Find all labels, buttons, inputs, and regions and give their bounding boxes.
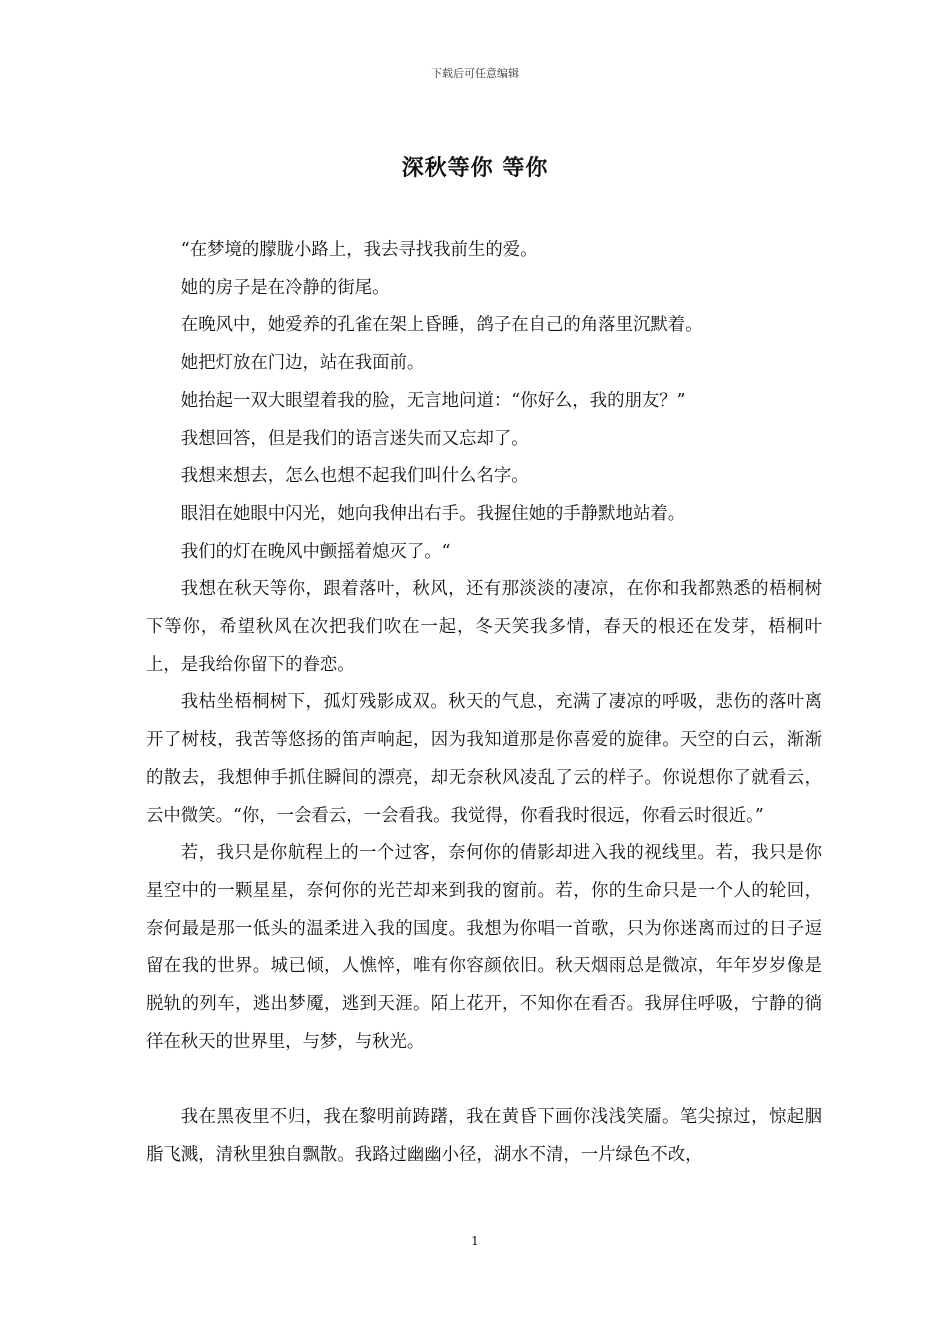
poem-line: “在梦境的朦胧小路上，我去寻找我前生的爱。 [180, 240, 538, 260]
poem-line: 她抬起一双大眼望着我的脸，无言地问道：“你好么，我的朋友？” [180, 390, 686, 411]
poem-line: 她的房子是在冷静的街尾。 [180, 277, 390, 298]
poem-line: 眼泪在她眼中闪光，她向我伸出右手。我握住她的手静默地站着。 [180, 503, 686, 524]
page-number: 1 [471, 1234, 479, 1248]
poem-line: 她把灯放在门边，站在我面前。 [180, 353, 425, 374]
body-paragraph: 若，我只是你航程上的一个过客，奈何你的倩影却进入我的视线里。若，我只是你星空中的一颗星星，奈何你的光芒却来到我的窗前。若，你的生命只是一个人的轮回，奈何最是那一低头的温柔进入我的国度。我想为你唱一首歌，只为你迷离而过的日子逗留在我的世界。城已倾，人憔悴，唯有你容颜依旧。秋天烟雨总是微凉，年年岁岁像是脱轨的列车，逃出梦魇，逃到天涯。陌上花开，不知你在看否。我屏住呼吸，宁静的徜徉在秋天的世界里，与梦，与秋光。 [146, 843, 822, 1052]
poem-line: 在晚风中，她爱养的孔雀在架上昏睡，鸽子在自己的角落里沉默着。 [180, 315, 703, 336]
document-body [146, 232, 822, 1175]
page-header: 下载后可任意编辑 [431, 67, 519, 80]
poem-line: 我们的灯在晚风中颤摇着熄灭了。“ [180, 541, 451, 562]
body-paragraph: 我在黑夜里不归，我在黎明前踌躇，我在黄昏下画你浅浅笑靥。笔尖掠过，惊起胭脂飞溅，清秋里独自飘散。我路过幽幽小径，湖水不清，一片绿色不改， [146, 1107, 822, 1165]
body-paragraph: 我想在秋天等你，跟着落叶，秋风，还有那淡淡的凄凉，在你和我都熟悉的梧桐树下等你，希望秋风在次把我们吹在一起，冬天笑我多情，春天的根还在发芽，梧桐叶上，是我给你留下的眷恋。 [146, 579, 822, 675]
body-paragraph: 我枯坐梧桐树下，孤灯残影成双。秋天的气息，充满了凄凉的呼吸，悲伤的落叶离开了树枝，我苦等悠扬的笛声响起，因为我知道那是你喜爱的旋律。天空的白云，渐渐的散去，我想伸手抓住瞬间的漂亮，却无奈秋风凌乱了云的样子。你说想你了就看云，云中微笑。“你，一会看云，一会看我。我觉得，你看我时很远，你看云时很近。” [146, 692, 822, 826]
poem-line: 我想回答，但是我们的语言迷失而又忘却了。 [180, 428, 529, 449]
paragraph-gap [146, 1061, 822, 1099]
document-title: 深秋等你 等你 [401, 156, 549, 181]
poem-line: 我想来想去，怎么也想不起我们叫什么名字。 [180, 466, 529, 487]
